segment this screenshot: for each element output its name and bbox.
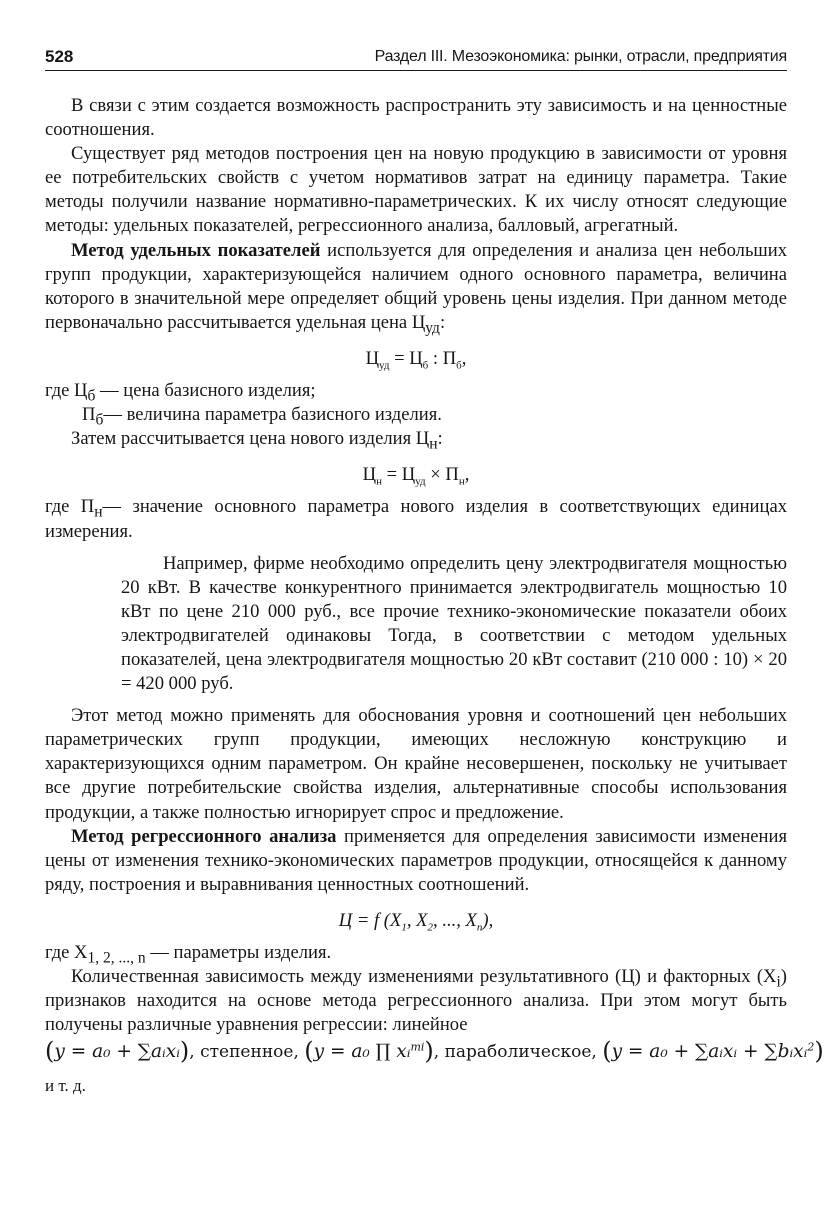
f2-a: Ц: [362, 464, 377, 486]
where-params: [45, 941, 787, 965]
f1-end: ,: [461, 347, 467, 369]
paragraph-5: [45, 825, 787, 897]
w5-sub: 1, 2, ..., n: [87, 949, 146, 967]
w5-b: — параметры изделия.: [145, 942, 332, 963]
paragraph-3-text: используется для определения и анализа цен небольших групп продукции, характеризующейся наличием одного основного параметра, величина которого в значительной мере определяет общий уровень цены изделия. При данном методе первоначально рассчитывается удельная цена Ц: [45, 239, 787, 333]
paragraph-2: Существует ряд методов построения цен на новую продукцию в зависимости от уровня ее потребительских свойств с учетом нормативов затрат на единицу параметра. Такие методы получили название нормативно-параметрических. К их числу относят следующие методы: удельных показателей, регрессионного анализа, балловый, агрегатный.: [45, 143, 787, 237]
f2-a-sub: н: [376, 476, 382, 489]
w4-sub: н: [94, 504, 103, 522]
w3-a: Затем рассчитывается цена нового изделия Ц: [71, 428, 430, 450]
paragraph-3: [45, 239, 787, 335]
label-parabolic: , параболическое,: [433, 1042, 603, 1063]
where-base-price: [45, 379, 787, 403]
f1-op: : П: [428, 347, 457, 369]
f3-a: Ц = f (X: [338, 909, 402, 931]
regression-equations: (y = a₀ + ∑aᵢxᵢ), степенное, (y = a₀ ∏ xᵢ$^{mi}$), параболическое, (y = a₀ + ∑aᵢxᵢ + ∑bᵢxᵢ$^2$): [45, 1037, 824, 1066]
f3-m2: , ..., X: [433, 909, 477, 931]
eq-parabolic: y = a₀ + ∑aᵢxᵢ + ∑bᵢxᵢ: [611, 1041, 808, 1063]
paragraph-5-text: применяется для определения зависимости изменения цены от изменения технико-экономических параметров продукции, относящейся к данному ряду, построения и выравнивания ценностных соотношений.: [45, 825, 788, 895]
f1-b-sub: б: [422, 359, 429, 372]
label-power: , степенное,: [189, 1042, 305, 1063]
term-unit-indicators: Метод удельных показателей: [71, 239, 321, 261]
example-block: Например, фирме необходимо определить цену электродвигателя мощностью 20 кВт. В качестве конкурентного принимается электродвигатель мощностью 10 кВт по цене 210 000 руб., все прочие технико-экономические показатели обоих электродвигателей одинаковы Тогда, в соответствии с методом удельных показателей, цена электродвигателя мощностью 20 кВт составит (210 000 : 10) × 20 = 420 000 руб.: [121, 552, 787, 695]
w3-sub: н: [429, 435, 438, 453]
f3-m1: , X: [406, 909, 428, 931]
f3-end: ),: [482, 909, 494, 931]
eq-linear: y = a₀ + ∑aᵢxᵢ: [54, 1041, 180, 1063]
w2-sub: б: [95, 411, 104, 429]
paragraph-1: В связи с этим создается возможность распространить эту зависимость и на ценностные соотношения.: [45, 95, 787, 141]
p6-a: Количественная зависимость между изменениями результативного (Ц) и факторных (X: [71, 966, 777, 988]
paragraph-3-sub: уд: [425, 319, 440, 337]
formula-new-price: [45, 463, 787, 487]
then-calc: [45, 427, 787, 451]
p6-b: ) признаков находится на основе метода регрессионного анализа. При этом могут быть получены различные уравнения регрессии: линейное: [45, 966, 787, 1036]
eq-parabolic-sup: 2: [807, 1040, 815, 1054]
w1-a: где Ц: [45, 380, 88, 402]
f1-c-sub: б: [456, 359, 462, 372]
where-new-param: [45, 495, 787, 543]
f3-s3: n: [476, 921, 483, 934]
ending-text: и т. д.: [45, 1076, 86, 1096]
paragraph-6: [45, 965, 787, 1037]
f3-s1: 1: [401, 921, 407, 934]
w2-a: П: [82, 404, 96, 426]
f1-eq: = Ц: [389, 347, 423, 369]
body-text: [45, 94, 824, 1099]
f2-end: ,: [464, 464, 470, 486]
formula-regression: [45, 909, 787, 933]
page-number: 528: [45, 47, 74, 66]
w2-b: — величина параметра базисного изделия.: [103, 404, 442, 426]
f2-c-sub: н: [458, 476, 465, 489]
f3-s2: 2: [427, 921, 434, 934]
w1-b: — цена базисного изделия;: [95, 380, 316, 402]
page-header: [45, 44, 787, 71]
f1-a: Ц: [365, 347, 380, 369]
paragraph-4: Этот метод можно применять для обоснования уровня и соотношений цен небольших параметрических групп продукции, имеющих несложную конструкцию и характеризующихся одним параметром. Он крайне несовершенен, поскольку не учитывает все другие потребительские свойства изделия, альтернативные способы использования продукции, а также полностью игнорирует спрос и предложение.: [45, 705, 787, 823]
f2-eq: = Ц: [381, 464, 416, 486]
w4-b: — значение основного параметра нового изделия в соответствующих единицах измерения.: [45, 496, 787, 542]
w1-sub: б: [87, 387, 96, 405]
w4-a: где П: [45, 496, 95, 518]
p6-sub: i: [776, 973, 781, 991]
eq-power-sup: mi: [410, 1040, 425, 1054]
formula-unit-price: [45, 347, 787, 371]
f1-a-sub: уд: [379, 359, 390, 372]
f2-b-sub: уд: [415, 476, 426, 489]
paragraph-3-end: :: [439, 311, 446, 333]
eq-power: y = a₀ ∏ xᵢ: [313, 1041, 411, 1063]
w3-b: :: [437, 428, 443, 450]
running-title: Раздел III. Мезоэкономика: рынки, отрасли, предприятия: [374, 48, 787, 65]
f2-op: × П: [425, 464, 459, 486]
term-regression: Метод регрессионного анализа: [71, 825, 337, 847]
where-base-param: [82, 403, 787, 427]
w5-a: где X: [45, 942, 88, 963]
